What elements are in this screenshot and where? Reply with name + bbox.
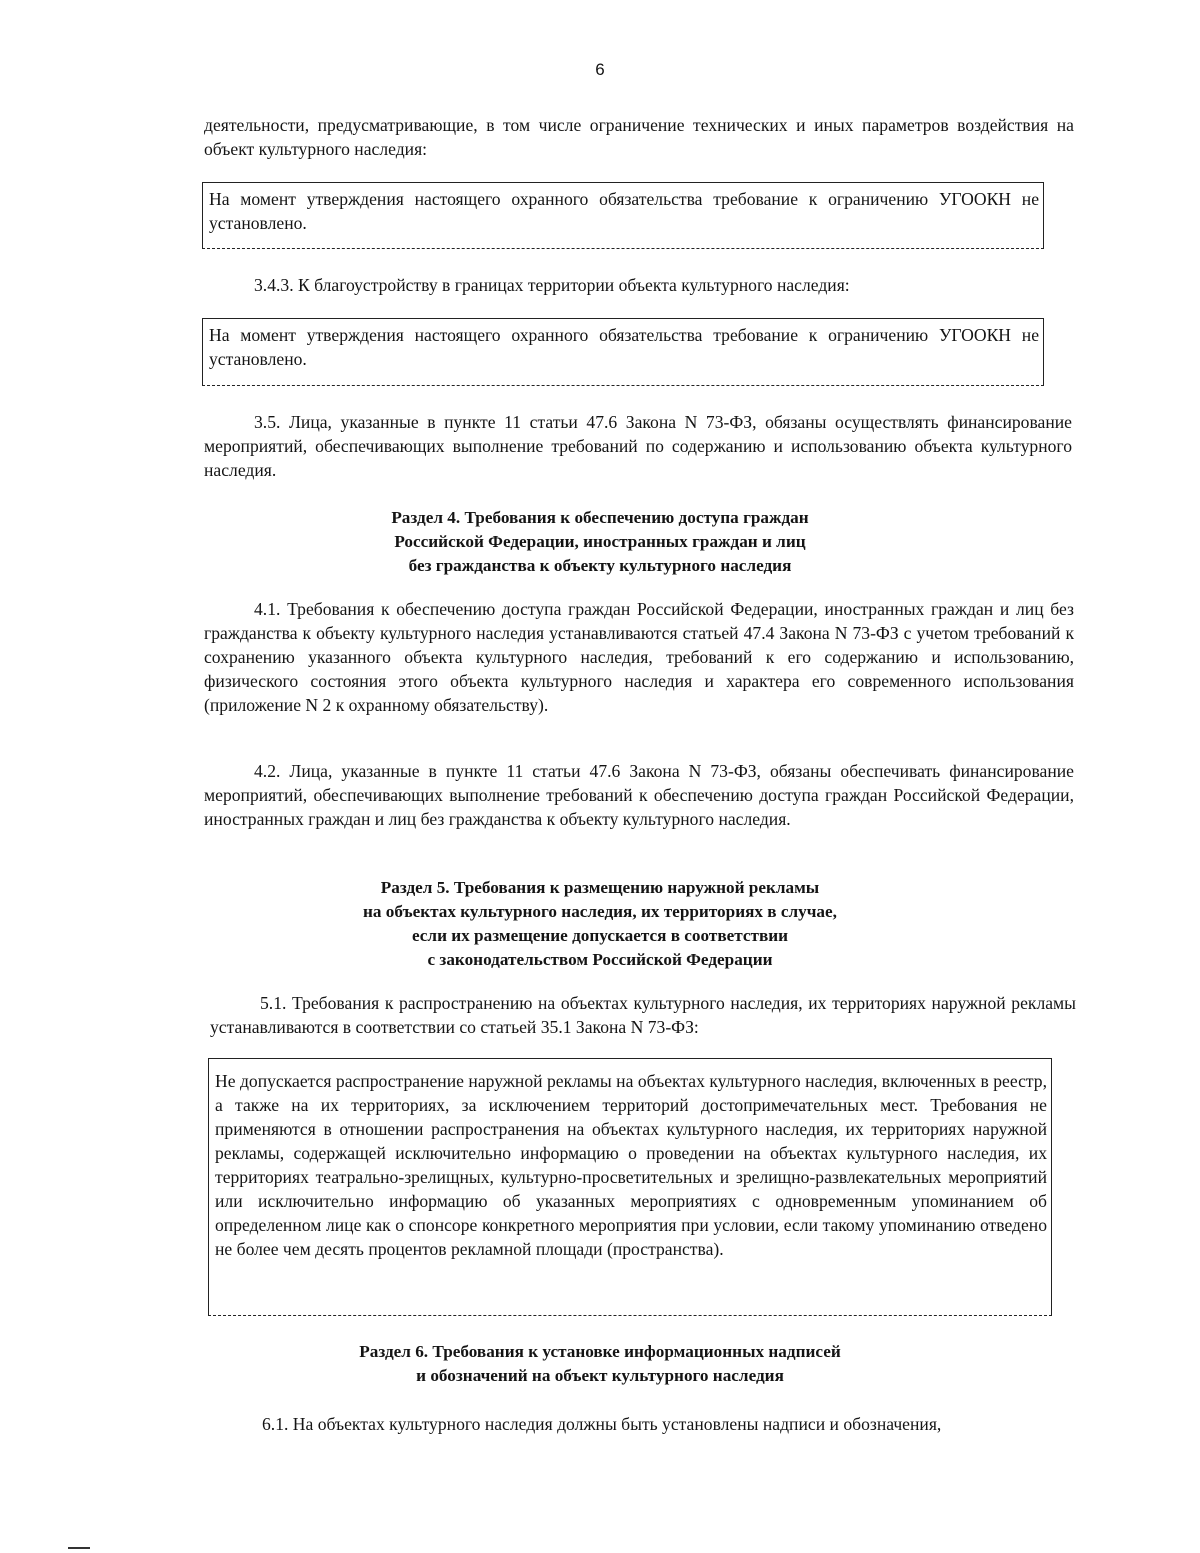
page-number: 6 [595,60,605,79]
section-5-heading-line: Раздел 5. Требования к размещению наружной рекламы [380,878,820,897]
scan-mark [68,1547,90,1549]
requirement-box-1: На момент утверждения настоящего охранного обязательства требование к ограничению УГООКН не установлено. [202,182,1044,249]
section-6-heading-line: Раздел 6. Требования к установке информационных надписей [359,1342,841,1361]
section-4-heading [0,506,1200,578]
section-4-heading-line: Российской Федерации, иностранных граждан и лиц [394,532,806,551]
section-6-heading [0,1340,1200,1388]
intro-paragraph: деятельности, предусматривающие, в том числе ограничение технических и иных параметров воздействия на объект культурного наследия: [204,115,1074,159]
section-5-heading-line: с законодательством Российской Федерации [427,950,773,969]
paragraph-5-1: 5.1. Требования к распространению на объектах культурного наследия, их территориях наружной рекламы устанавливаются в соответствии со статьей 35.1 Закона N 73-ФЗ: [210,993,1076,1037]
paragraph-4-2: 4.2. Лица, указанные в пункте 11 статьи 47.6 Закона N 73-ФЗ, обязаны обеспечивать финансирование мероприятий, обеспечивающих выполнение требований к обеспечению доступа граждан Российской Федерации, иностранных граждан и лиц без гражданства к объекту культурного наследия. [204,761,1074,829]
paragraph-3-5: 3.5. Лица, указанные в пункте 11 статьи 47.6 Закона N 73-ФЗ, обязаны осуществлять финансирование мероприятий, обеспечивающих выполнение требований по содержанию и использованию объекта культурного наследия. [204,412,1072,480]
section-5-heading [0,876,1200,972]
section-4-heading-line: Раздел 4. Требования к обеспечению доступа граждан [391,508,809,527]
requirement-box-2: На момент утверждения настоящего охранного обязательства требование к ограничению УГООКН не установлено. [202,318,1044,386]
advertising-restriction-box: Не допускается распространение наружной рекламы на объектах культурного наследия, включенных в реестр, а также на их территориях, за исключением территорий достопримечательных мест. Требования не применяются в отношении распространения на объектах культурного наследия, их территориях наружной рекламы, содержащей исключительно информацию о проведении на объектах культурного наследия, их территориях театрально-зрелищных, культурно-просветительных и зрелищно-развлекательных мероприятий или исключительно информацию об указанных мероприятиях с одновременным упоминанием об определенном лице как о спонсоре конкретного мероприятия при условии, если такому упоминанию отведено не более чем десять процентов рекламной площади (пространства). [208,1058,1052,1316]
paragraph-4-1: 4.1. Требования к обеспечению доступа граждан Российской Федерации, иностранных граждан и лиц без гражданства к объекту культурного наследия устанавливаются статьей 47.4 Закона N 73-ФЗ с учетом требований к сохранению указанного объекта культурного наследия, требований к его содержанию и использованию, физического состояния этого объекта культурного наследия и характера его современного использования (приложение N 2 к охранному обязательству). [204,599,1074,715]
paragraph-3-4-3: 3.4.3. К благоустройству в границах территории объекта культурного наследия: [254,275,850,295]
section-4-heading-line: без гражданства к объекту культурного наследия [408,556,792,575]
section-6-heading-line: и обозначений на объект культурного наследия [416,1366,784,1385]
section-5-heading-line: если их размещение допускается в соответствии [411,926,789,945]
section-5-heading-line: на объектах культурного наследия, их территориях в случае, [363,902,837,921]
paragraph-6-1: 6.1. На объектах культурного наследия должны быть установлены надписи и обозначения, [262,1414,942,1434]
